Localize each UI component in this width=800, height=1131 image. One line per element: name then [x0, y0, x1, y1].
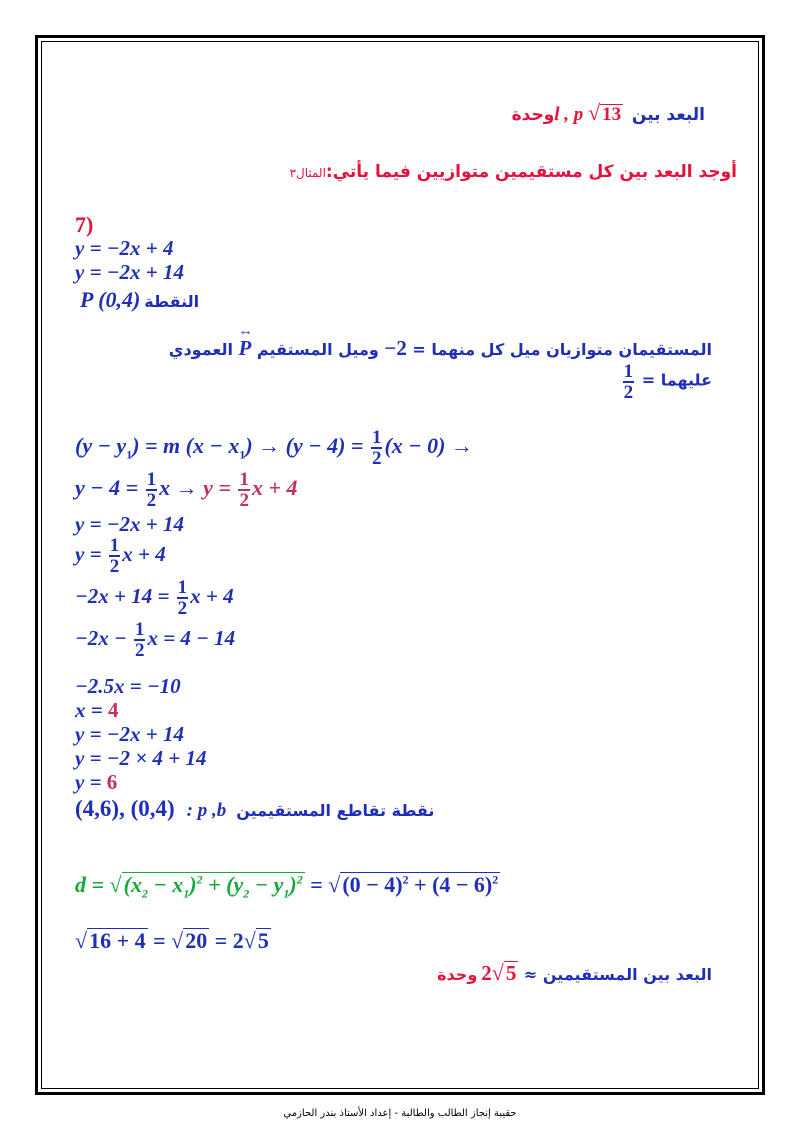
step-simplify: −2.5x = −10	[75, 674, 181, 698]
distance-lines-label: l , p	[554, 104, 584, 125]
slope-explanation: المستقيمان متوازيان ميل كل منهما = −2 وميل المستقيم ↔ P العمودي	[168, 324, 712, 360]
step-y-value: y = 6	[75, 770, 118, 794]
perp-slope-line: عليهما = $\frac{1}{2}$	[623, 361, 712, 403]
example-instruction	[290, 162, 737, 182]
distance-unit: وحدة	[511, 105, 555, 125]
point-label: النقطة	[144, 292, 200, 311]
step-set-equal: −2x + 14 = $\frac{1}{2}$ x + 4	[75, 577, 234, 619]
problem-number: 7)	[75, 212, 94, 237]
perp-slope-fraction: $\frac{1}{2}$	[623, 361, 634, 403]
point-slope-step: $(y - y_1) = m$ $(x - x_1) \to (y - 4)$ = $\frac{1}{2}$ (x − 0) →	[75, 427, 473, 469]
conclusion	[437, 960, 712, 986]
conclusion-text: البعد بين المستقيمين ≈	[518, 965, 712, 984]
intersection-points: (4,6), (0,4)	[75, 796, 175, 821]
slope-intercept-step: y − 4 = $\frac{1}{2}$ x → y = $\frac{1}{2}$ x + 4	[75, 469, 298, 511]
step-x-value: x = 4	[75, 698, 119, 722]
distance-prefix: البعد بين	[631, 105, 705, 125]
distance-formula: $d = √(x_2 - x_1)^2 + (y_2 - y_1)^2 = √(0 - 4)^2 + (4 - 6)^2$	[75, 872, 499, 901]
page-footer: حقيبة إنجاز الطالب والطالبة - إعداد الأستاذ بندر الحازمي	[283, 1108, 517, 1119]
intersection-lines-label: : p ,b	[186, 800, 227, 821]
equation-1: y = −2x + 4	[75, 236, 174, 260]
step-y-equation: y = −2x + 14	[75, 722, 184, 746]
perp-line-symbol: ↔ P	[238, 324, 253, 360]
step-line-equation: y = −2x + 14	[75, 512, 184, 536]
given-point	[80, 287, 199, 313]
conclusion-unit: وحدة	[437, 965, 478, 984]
distance-statement	[512, 100, 705, 126]
step-substitute: y = −2 × 4 + 14	[75, 746, 207, 770]
conclusion-value: 2√5	[481, 960, 517, 985]
point-coordinates: P (0,4)	[80, 287, 141, 312]
step-perp-equation: y = $\frac{1}{2}$ x + 4	[75, 535, 166, 577]
instruction-text: أوجد البعد بين كل مستقيمين متوازيين فيما يأتي:	[325, 162, 737, 182]
distance-calculation: √16 + 4 = √20 = 2√5	[75, 928, 269, 953]
parallel-slope: −2	[384, 336, 407, 360]
equation-2: y = −2x + 14	[75, 260, 184, 284]
step-collect: −2x − $\frac{1}{2}$ x = 4 − 14	[75, 619, 236, 661]
distance-value: √ 13	[588, 100, 622, 125]
intersection-label: نقطة تقاطع المستقيمين	[236, 801, 435, 820]
example-label: المثال٣	[289, 166, 326, 180]
intersection-line	[75, 796, 434, 822]
